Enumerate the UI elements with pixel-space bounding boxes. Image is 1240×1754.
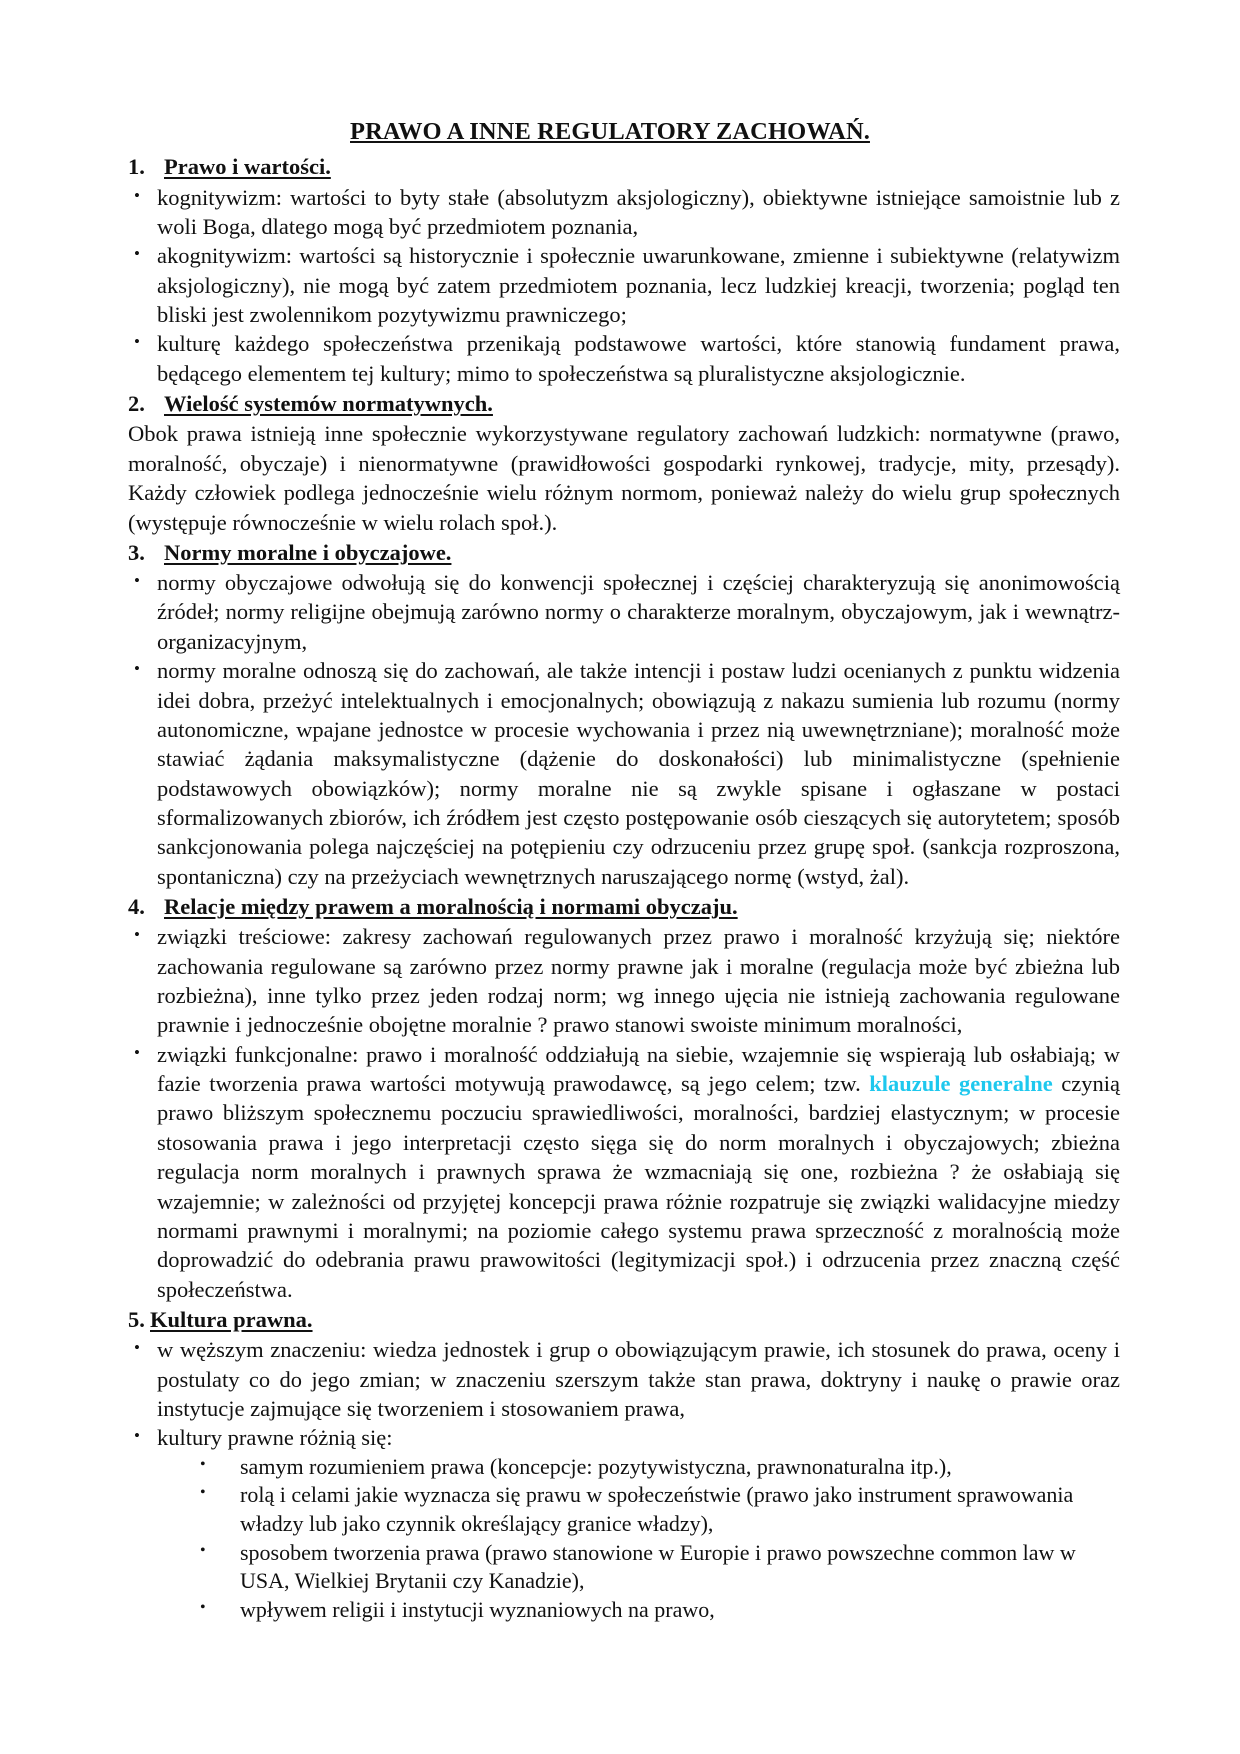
sub-list-item: • rolą i celami jakie wyznacza się prawu w społeczeństwie (prawo jako instrument sprawowania władzy lub jako czynnik określający granice władzy), — [128, 1481, 1120, 1538]
sub-list-item: • wpływem religii i instytucji wyznaniowych na prawo, — [128, 1596, 1120, 1625]
section-title-4: Relacje między prawem a moralnością i normami obyczaju. — [164, 894, 738, 920]
section-heading-2 — [128, 388, 1120, 419]
list-item: • normy obyczajowe odwołują się do konwencji społecznej i częściej charakteryzują się anonimowością źródeł; normy religijne obejmują zarówno normy o charakterze moralnym, obyczajowym, jak i wewnątrz-organizacyjnym, — [128, 568, 1120, 656]
highlight-text-before: związki funkcjonalne: prawo i moralność oddziałują na siebie, wzajemnie się wspierają lub osłabiają; w fazie tworzenia prawa wartości motywują prawodawcę, są jego celem; tzw. — [157, 1041, 1120, 1097]
list-item: • normy moralne odnoszą się do zachowań, ale także intencji i postaw ludzi ocenianych z punktu widzenia idei dobra, przeżyć intelektualnych i emocjonalnych; obowiązują z nakazu sumienia lub rozumu (normy autonomiczne, wpajane jednostce w procesie wychowania i przez nią uwewnętrzniane); moralność może stawiać żądania maksymalistyczne (dążenie do doskonałości) lub minimalistyczne (spełnienie podstawowych obowiązków); normy moralne nie są zwykle spisane i ogłaszane w postaci sformalizowanych zbiorów, ich źródłem jest często postępowanie osób cieszących się autorytetem; sposób sankcjonowania polega najczęściej na potępieniu czy odrzuceniu przez grupę społ. (sankcja rozproszona, spontaniczna) czy na przeżyciach wewnętrznych naruszającego normę (wstyd, żal). — [128, 656, 1120, 891]
section-title-1: Prawo i wartości. — [164, 154, 331, 180]
section-heading-4 — [128, 891, 1120, 922]
section-number-4: 4. — [128, 894, 145, 920]
list-item: • kognitywizm: wartości to byty stałe (absolutyzm aksjologiczny), obiektywne istniejące samoistnie lub z woli Boga, dlatego mogą być przedmiotem poznania, — [128, 183, 1120, 242]
section-heading-1 — [128, 151, 1120, 182]
section-heading-3 — [128, 537, 1120, 568]
section-title-2: Wielość systemów normatywnych. — [164, 391, 493, 417]
section-number-3: 3. — [128, 539, 145, 565]
list-item: • kultury prawne różnią się: — [128, 1423, 1120, 1452]
list-item: • akognitywizm: wartości są historycznie i społecznie uwarunkowane, zmienne i subiektywne (relatywizm aksjologiczny), nie mogą być zatem przedmiotem poznania, lecz ludzkiej kreacji, tworzenia; pogląd ten bliski jest zwolennikom pozytywizmu prawniczego; — [128, 241, 1120, 329]
section-number-5: 5. — [128, 1306, 145, 1332]
section-title-5: Kultura prawna. — [150, 1306, 313, 1332]
list-item-with-highlight — [128, 1040, 1120, 1304]
section-title-3: Normy moralne i obyczajowe. — [164, 539, 452, 565]
list-item: • związki treściowe: zakresy zachowań regulowanych przez prawo i moralność krzyżują się; niektóre zachowania regulowane są zarówno przez normy prawne jak i moralne (regulacja może być zbieżna lub rozbieżna), inne tylko przez jeden rodzaj norm; wg innego ujęcia nie istnieją zachowania regulowane prawnie i jednocześnie obojętne moralnie ? prawo stanowi swoiste minimum moralności, — [128, 922, 1120, 1039]
section-number-1: 1. — [128, 154, 145, 180]
section-number-2: 2. — [128, 391, 145, 417]
section-heading-5 — [128, 1304, 1120, 1335]
sub-list-item: • samym rozumieniem prawa (koncepcje: pozytywistyczna, prawnonaturalna itp.), — [128, 1453, 1120, 1482]
list-item: • kulturę każdego społeczeństwa przenikają podstawowe wartości, które stanowią fundament prawa, będącego elementem tej kultury; mimo to społeczeństwa są pluralistyczne aksjologicznie. — [128, 329, 1120, 388]
page-title — [128, 118, 1120, 146]
page-title-text: PRAWO A INNE REGULATORY ZACHOWAŃ. — [350, 118, 870, 145]
klauzule-generalne-highlight: klauzule generalne — [869, 1071, 1053, 1097]
section-paragraph-2: Obok prawa istnieją inne społecznie wykorzystywane regulatory zachowań ludzkich: normatywne (prawo, moralność, obyczaje) i nienormatywne (prawidłowości gospodarki rynkowej, tradycje, mity, przesądy). Każdy człowiek podlega jednocześnie wielu różnym normom, ponieważ należy do wielu grup społecznych (występuje równocześnie w wielu rolach społ.). — [128, 421, 1120, 535]
highlight-text-after: czynią prawo bliższym społecznemu poczuciu sprawiedliwości, moralności, bardziej elastycznym; w procesie stosowania prawa i jego interpretacji często sięga się do norm moralnych i obyczajowych; zbieżna regulacja norm moralnych i prawnych sprawa że wzmacniają się one, rozbieżna ? że osłabiają się wzajemnie; w zależności od przyjętej koncepcji prawa różnie rozpatruje się związki walidacyjne miedzy normami prawnymi i moralnymi; na poziomie całego systemu prawa sprzeczność z moralnością może doprowadzić do odebrania prawu prawowitości (legitymizacji społ.) i odrzucenia przez znaczną część społeczeństwa. — [157, 1071, 1120, 1302]
list-item: • w węższym znaczeniu: wiedza jednostek i grup o obowiązującym prawie, ich stosunek do prawa, oceny i postulaty co do jego zmian; w znaczeniu szerszym także stan prawa, doktryny i naukę o prawie oraz instytucje zajmujące się tworzeniem i stosowaniem prawa, — [128, 1335, 1120, 1423]
sub-list-item: • sposobem tworzenia prawa (prawo stanowione w Europie i prawo powszechne common law w USA, Wielkiej Brytanii czy Kanadzie), — [128, 1539, 1120, 1596]
